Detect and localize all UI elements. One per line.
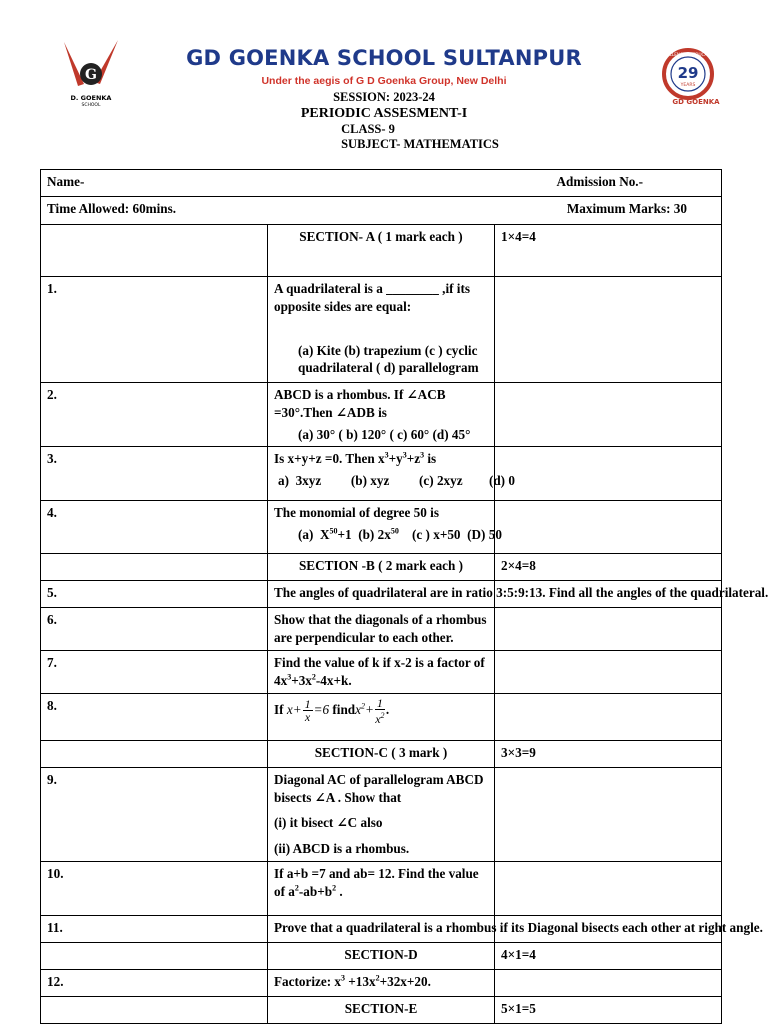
question-number: 7.: [41, 651, 268, 694]
section-e-title: SECTION-E: [268, 996, 495, 1023]
question-paper-table: [40, 169, 768, 1024]
question-row-12: [41, 969, 722, 996]
section-b-marks: 2×4=8: [495, 554, 722, 581]
question-row-3: [41, 447, 722, 501]
question-number: 5.: [41, 581, 268, 608]
logo-right-arc-text: EXCELLENCE IN EDUCATION: [658, 52, 718, 57]
section-d-row: [41, 942, 722, 969]
question-number: 11.: [41, 915, 268, 942]
section-c-marks: 3×3=9: [495, 740, 722, 767]
question-number: 4.: [41, 501, 268, 554]
question-text: Diagonal AC of parallelogram ABCD bisects ∠A . Show that: [274, 771, 484, 805]
name-field-label: Name-: [47, 174, 85, 189]
session-line: SESSION: 2023-24: [333, 90, 435, 104]
question-text: Is x+y+z =0. Then $x^3+y^3+z^3$ is: [274, 451, 437, 467]
question-number: 6.: [41, 608, 268, 651]
question-options: (a) 30° ( b) 120° ( c) 60° (d) 45°: [298, 426, 471, 442]
section-c-row: [41, 740, 722, 767]
question-text: If x+ $\frac{1}{x}$ =6 findx$^2$+ $\frac{1}{x^2}$ .: [268, 693, 495, 740]
question-row-6: [41, 608, 722, 651]
logo-right-brand: GD GOENKA: [672, 98, 720, 106]
question-text: If a+b =7 and ab= 12. Find the value of $a^2-ab+b^2$ .: [268, 861, 495, 915]
subject-line: SUBJECT- MATHEMATICS: [341, 137, 499, 151]
class-line: CLASS- 9: [341, 122, 395, 136]
page-header: [0, 0, 768, 165]
question-text: A quadrilateral is a ________ ,if its opposite sides are equal:: [274, 281, 470, 314]
question-text: Prove that a quadrilateral is a rhombus if its Diagonal bisects each other at right angle.: [268, 915, 495, 942]
name-row: [41, 170, 722, 197]
section-a-title: SECTION- A ( 1 mark each ): [268, 225, 495, 277]
question-options: (a) $X^{50}+1$ (b) $2x^{50}$ (c ) x+50 (D) 50: [298, 526, 502, 543]
question-row-1: [41, 277, 722, 383]
logo-left-text: D. GOENKA: [70, 94, 112, 102]
question-number: 3.: [41, 447, 268, 501]
question-number: 10.: [41, 861, 268, 915]
logo-right-years: YEARS: [680, 83, 696, 88]
time-row: [41, 197, 722, 225]
question-number: 8.: [41, 693, 268, 740]
question-text: Find the value of k if x-2 is a factor of $4x^3+3x^2-4x+k$.: [268, 651, 495, 694]
section-a-row: [41, 225, 722, 277]
question-row-9: [41, 767, 722, 861]
question-row-7: [41, 651, 722, 694]
logo-right-number: 29: [677, 64, 699, 82]
question-row-10: [41, 861, 722, 915]
question-row-8: [41, 693, 722, 740]
logo-left-subtext: SCHOOL: [81, 103, 101, 108]
question-row-11: [41, 915, 722, 942]
time-allowed: Time Allowed: 60mins.: [47, 201, 177, 216]
question-options: (a) Kite (b) trapezium (c ) cyclic quadrilateral ( d) parallelogram: [298, 342, 479, 376]
section-e-row: [41, 996, 722, 1023]
section-c-title: SECTION-C ( 3 mark ): [268, 740, 495, 767]
question-number: 9.: [41, 767, 268, 861]
question-text: The angles of quadrilateral are in ratio 3:5:9:13. Find all the angles of the quadrilateral.: [268, 581, 495, 608]
question-number: 2.: [41, 383, 268, 447]
section-b-row: [41, 554, 722, 581]
question-row-4: [41, 501, 722, 554]
school-name: GD GOENKA SCHOOL SULTANPUR: [186, 46, 582, 70]
question-text: The monomial of degree 50 is: [274, 505, 439, 521]
question-part: (ii) ABCD is a rhombus.: [274, 841, 410, 857]
aegis-line: Under the aegis of G D Goenka Group, New Delhi: [261, 75, 507, 87]
question-row-5: [41, 581, 722, 608]
question-row-2: [41, 383, 722, 447]
assessment-title: PERIODIC ASSESMENT-I: [300, 106, 468, 121]
section-d-marks: 4×1=4: [495, 942, 722, 969]
question-text: Show that the diagonals of a rhombus are perpendicular to each other.: [268, 608, 495, 651]
admission-field-label: Admission No.-: [556, 174, 643, 189]
question-text: ABCD is a rhombus. If ∠ACB =30°.Then ∠ADB is: [274, 387, 446, 420]
question-number: 1.: [41, 277, 268, 383]
section-b-title: SECTION -B ( 2 mark each ): [268, 554, 495, 581]
maximum-marks: Maximum Marks: 30: [566, 201, 687, 216]
svg-text:G: G: [85, 67, 97, 83]
question-text: Factorize: $x^3 +13x^2+32x+20$.: [268, 969, 495, 996]
question-options: a) 3xyz (b) xyz (c) 2xyz (d) 0: [278, 473, 515, 489]
question-part: (i) it bisect ∠C also: [274, 815, 383, 831]
question-number: 12.: [41, 969, 268, 996]
section-a-marks: 1×4=4: [495, 225, 722, 277]
section-d-title: SECTION-D: [268, 942, 495, 969]
section-e-marks: 5×1=5: [495, 996, 722, 1023]
